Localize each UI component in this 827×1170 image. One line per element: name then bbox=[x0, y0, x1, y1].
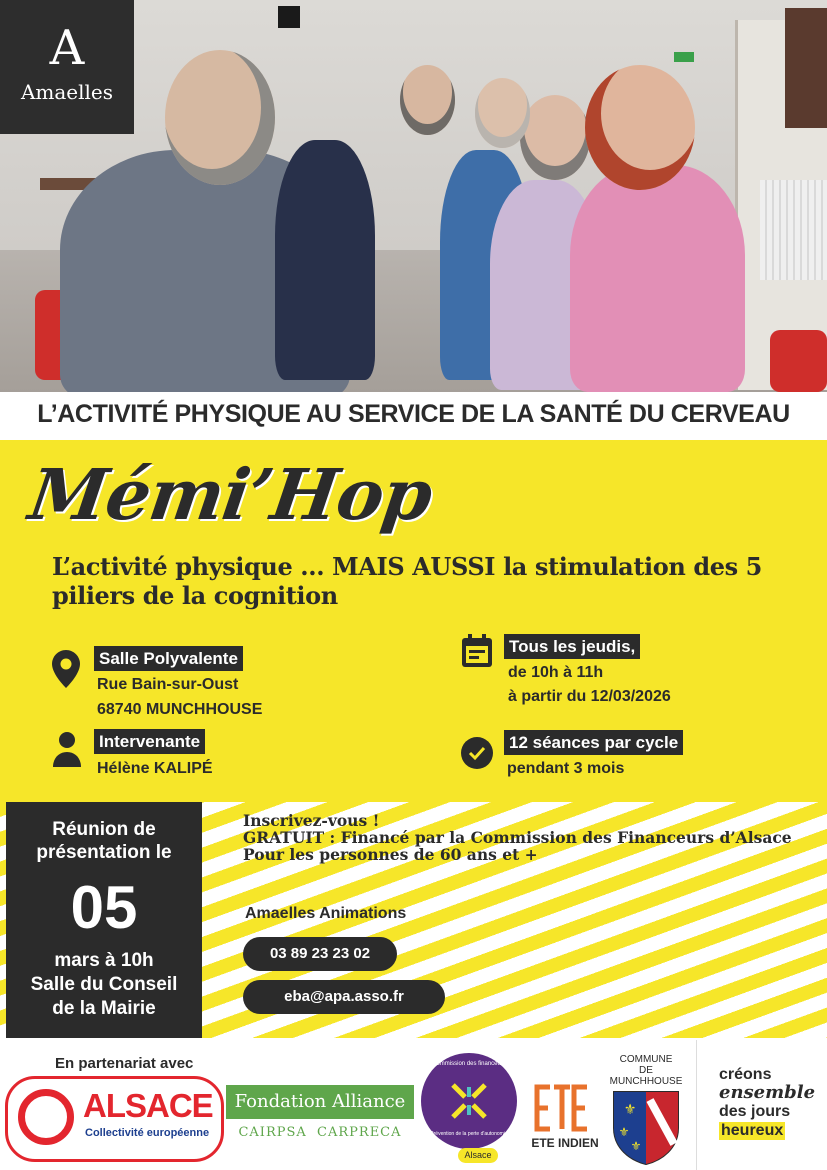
alsace-emblem-icon bbox=[18, 1089, 74, 1145]
commune-line2: DE bbox=[639, 1065, 653, 1076]
headline-banner: L’ACTIVITÉ PHYSIQUE AU SERVICE DE LA SANTÉ DU CERVEAU bbox=[0, 392, 827, 440]
cycle-duration: pendant 3 mois bbox=[507, 760, 625, 777]
svg-text:⚜: ⚜ bbox=[618, 1125, 630, 1139]
ete-indien-name: ETE INDIEN bbox=[531, 1136, 599, 1150]
photo-exit-sign bbox=[674, 52, 694, 62]
commission-cross-icon bbox=[449, 1081, 489, 1121]
location-pin-icon bbox=[52, 650, 80, 692]
commune-logo[interactable] bbox=[609, 1054, 683, 1168]
commission-logo[interactable] bbox=[421, 1053, 517, 1149]
creons-ensemble-logo[interactable] bbox=[696, 1040, 827, 1170]
registration-text bbox=[243, 812, 823, 863]
registration-line3: Pour les personnes de 60 ans et + bbox=[243, 845, 538, 864]
commune-shield-icon bbox=[612, 1090, 680, 1170]
amaelles-logo-text: Amaelles bbox=[20, 80, 114, 104]
instructor-label: Intervenante bbox=[94, 729, 205, 754]
meeting-day: 05 bbox=[70, 874, 138, 941]
location-street: Rue Bain-sur-Oust bbox=[97, 676, 239, 693]
photo-person-back-head bbox=[400, 65, 455, 135]
meeting-place-line1: Salle du Conseil bbox=[30, 974, 178, 995]
alsace-sub: Collectivité européenne bbox=[85, 1127, 210, 1139]
meeting-title-line2: présentation le bbox=[36, 842, 172, 863]
amaelles-logo[interactable] bbox=[0, 0, 134, 134]
svg-text:⚜: ⚜ bbox=[630, 1139, 642, 1153]
instructor-name: Hélène KALIPÉ bbox=[97, 760, 213, 777]
photo-person-dark bbox=[275, 140, 375, 380]
photo-person-back2-head bbox=[475, 78, 530, 148]
fondation-sub: CAIRPSA CARPRECA bbox=[238, 1125, 402, 1140]
person-icon bbox=[52, 731, 82, 771]
photo-frame bbox=[785, 8, 827, 128]
photo-person-floral-head bbox=[520, 95, 590, 180]
creons-line3: des jours bbox=[719, 1103, 791, 1120]
commission-badge: Alsace bbox=[458, 1148, 498, 1163]
cycle-sessions: 12 séances par cycle bbox=[504, 730, 683, 755]
photo-person-grey-head bbox=[165, 50, 275, 185]
meeting-when: mars à 10h bbox=[54, 950, 154, 971]
ete-indien-mark-icon bbox=[534, 1084, 590, 1136]
registration-org: Amaelles Animations bbox=[245, 905, 407, 922]
creons-line2: ensemble bbox=[719, 1082, 816, 1103]
registration-line2: GRATUIT : Financé par la Commission des Financeurs d’Alsace bbox=[243, 828, 792, 847]
commune-line1: COMMUNE bbox=[619, 1054, 673, 1065]
fondation-logo[interactable] bbox=[226, 1085, 414, 1151]
check-circle-icon bbox=[461, 737, 493, 773]
location-city: 68740 MUNCHHOUSE bbox=[97, 701, 263, 718]
registration-line1: Inscrivez-vous ! bbox=[243, 811, 380, 830]
svg-text:⚜: ⚜ bbox=[623, 1102, 637, 1118]
creons-line4: heureux bbox=[721, 1122, 784, 1139]
subheadline: L’activité physique ... MAIS AUSSI la stimulation des 5 piliers de la cognition bbox=[52, 552, 762, 610]
commission-top: Commission des financeurs bbox=[432, 1061, 506, 1067]
photo-chair-right bbox=[770, 330, 827, 392]
photo-radiator bbox=[760, 180, 827, 280]
fondation-name: Fondation Alliance bbox=[226, 1085, 414, 1119]
amaelles-logo-mark: A bbox=[49, 20, 85, 76]
phone-button[interactable]: 03 89 23 23 02 bbox=[243, 937, 397, 971]
ete-indien-logo[interactable] bbox=[528, 1082, 602, 1154]
photo-person-redhair-head bbox=[585, 65, 695, 190]
meeting-place-line2: de la Mairie bbox=[52, 998, 156, 1019]
creons-line1: créons bbox=[719, 1066, 772, 1083]
alsace-name: ALSACE bbox=[83, 1087, 213, 1124]
schedule-start: à partir du 12/03/2026 bbox=[508, 688, 671, 705]
calendar-icon bbox=[461, 634, 493, 672]
schedule-time: de 10h à 11h bbox=[508, 664, 604, 681]
location-venue: Salle Polyvalente bbox=[94, 646, 243, 671]
schedule-day: Tous les jeudis, bbox=[504, 634, 640, 659]
photo-person-pink-vest bbox=[570, 165, 745, 392]
commune-line3: MUNCHHOUSE bbox=[609, 1076, 683, 1087]
meeting-title-line1: Réunion de bbox=[52, 819, 156, 840]
commission-bottom: Prévention de la perte d'autonomie bbox=[430, 1131, 508, 1137]
program-title: Mémi’Hop bbox=[24, 453, 437, 536]
partners-intro: En partenariat avec bbox=[55, 1055, 194, 1072]
email-button[interactable]: eba@apa.asso.fr bbox=[243, 980, 445, 1014]
photo-window bbox=[278, 6, 300, 28]
alsace-logo[interactable] bbox=[5, 1076, 224, 1162]
